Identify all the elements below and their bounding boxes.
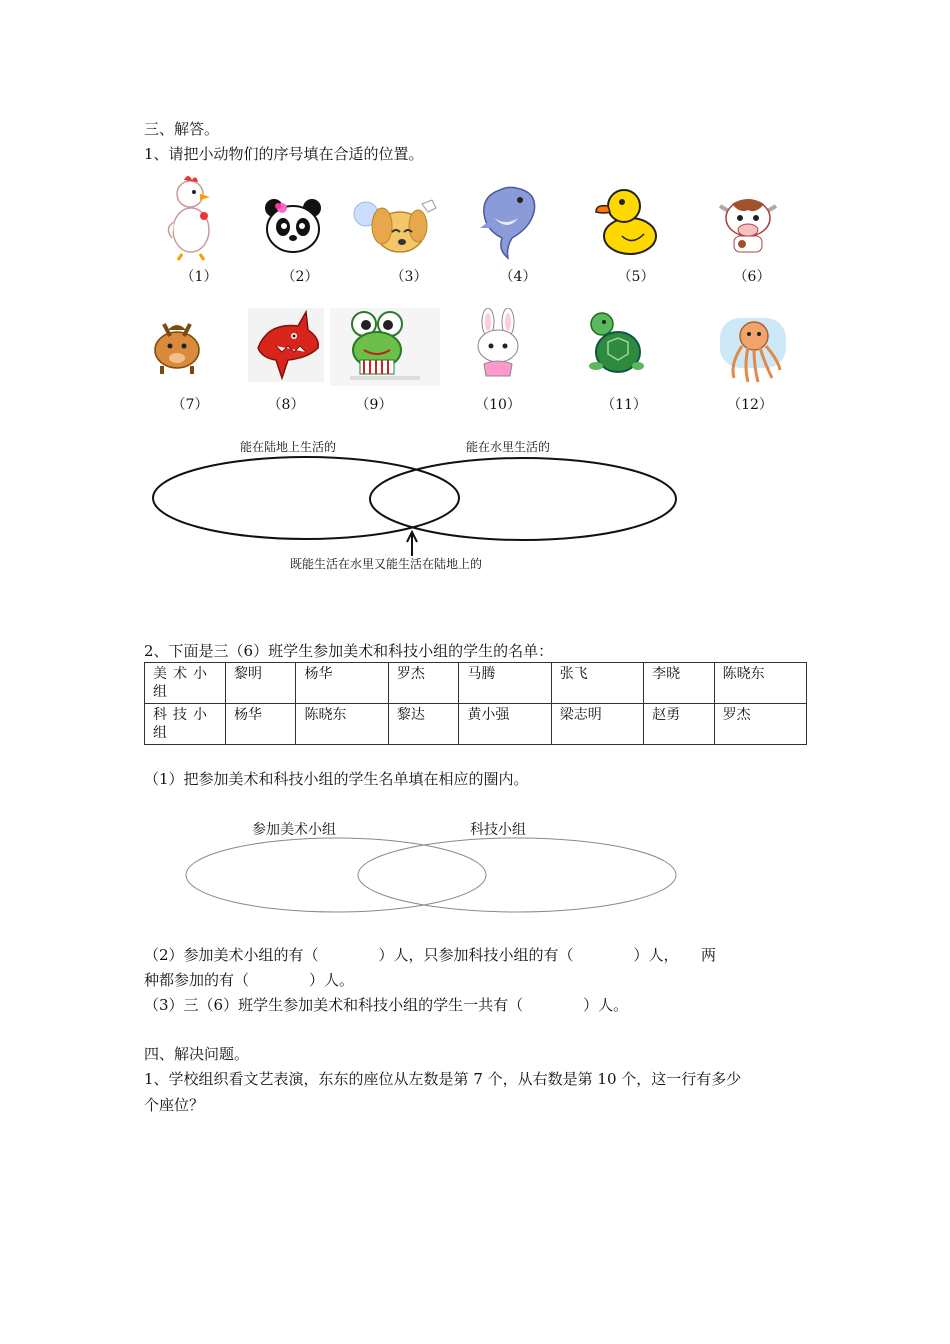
- venn1-arrow: [407, 532, 417, 556]
- rabbit-icon: [470, 308, 526, 380]
- octopus-icon: [720, 314, 786, 384]
- venn-diagram-land-water: [148, 454, 682, 558]
- animal-number-7: （7）: [171, 397, 209, 413]
- animal-number-1: （1）: [180, 269, 218, 285]
- shark-icon: [248, 308, 324, 382]
- venn2-right-label: 科技小组: [470, 822, 526, 838]
- table-cell: 陈晓东: [296, 704, 388, 745]
- table-cell: 赵勇: [644, 704, 714, 745]
- table-row: [145, 704, 807, 745]
- question-1: 1、请把小动物们的序号填在合适的位置。: [144, 145, 424, 163]
- table-cell: 杨华: [226, 704, 296, 745]
- animal-number-12: （12）: [727, 397, 773, 413]
- horse-icon: [150, 314, 204, 376]
- venn1-bottom-label: 既能生活在水里又能生活在陆地上的: [290, 557, 483, 571]
- animal-number-9: （9）: [355, 397, 393, 413]
- animal-number-8: （8）: [267, 397, 305, 413]
- table-cell: 罗杰: [714, 704, 806, 745]
- animal-number-5: （5）: [617, 269, 655, 285]
- venn2-left-label: 参加美术小组: [252, 822, 336, 838]
- table-cell: 罗杰: [388, 663, 458, 704]
- question-2-3: （3）三（6）班学生参加美术和科技小组的学生一共有（ ）人。: [144, 996, 629, 1014]
- table-cell: 黎达: [388, 704, 458, 745]
- table-cell-group: 美术小组: [145, 663, 226, 704]
- frog-icon: [330, 308, 440, 386]
- table-cell: 杨华: [296, 663, 388, 704]
- chicken-icon: [160, 172, 222, 262]
- table-cell: 黄小强: [459, 704, 551, 745]
- question-2-1: （1）把参加美术和科技小组的学生名单填在相应的圈内。: [144, 770, 529, 788]
- table-row: [145, 663, 807, 704]
- section4-question-1-line2: 个座位？: [144, 1096, 205, 1114]
- animal-number-10: （10）: [475, 397, 521, 413]
- animal-number-4: （4）: [499, 269, 537, 285]
- animal-number-6: （6）: [733, 269, 771, 285]
- table-cell: 黎明: [226, 663, 296, 704]
- venn2-tech-circle[interactable]: [358, 838, 676, 912]
- table-cell: 陈晓东: [714, 663, 806, 704]
- duck-icon: [592, 184, 660, 258]
- animal-number-11: （11）: [601, 397, 647, 413]
- section3-title: 三、解答。: [144, 120, 220, 138]
- table-cell: 马腾: [459, 663, 551, 704]
- group-name-table: [144, 662, 807, 745]
- table-cell: 张飞: [551, 663, 643, 704]
- question-2: 2、下面是三（6）班学生参加美术和科技小组的学生的名单：: [144, 642, 554, 660]
- venn-diagram-groups: [184, 836, 680, 918]
- question-2-2-line2: 种都参加的有（ ）人。: [144, 971, 355, 989]
- cow-icon: [712, 190, 784, 258]
- venn1-water-circle[interactable]: [370, 458, 676, 540]
- venn2-art-circle[interactable]: [186, 838, 486, 912]
- table-cell: 梁志明: [551, 704, 643, 745]
- panda-icon: [262, 196, 324, 258]
- venn1-right-label: 能在水里生活的: [466, 440, 551, 454]
- table-cell-group: 科技小组: [145, 704, 226, 745]
- animal-number-3: （3）: [390, 269, 428, 285]
- animal-number-2: （2）: [281, 269, 319, 285]
- section4-title: 四、解决问题。: [144, 1045, 250, 1063]
- dolphin-icon: [478, 182, 542, 260]
- puppy-icon: [352, 196, 438, 260]
- question-2-2-line1: （2）参加美术小组的有（ ）人，只参加科技小组的有（ ）人， 两: [144, 946, 717, 964]
- turtle-icon: [584, 310, 644, 376]
- venn1-left-label: 能在陆地上生活的: [240, 440, 337, 454]
- section4-question-1-line1: 1、学校组织看文艺表演，东东的座位从左数是第 7 个，从右数是第 10 个，这一行有多少: [144, 1070, 742, 1088]
- table-cell: 李晓: [644, 663, 714, 704]
